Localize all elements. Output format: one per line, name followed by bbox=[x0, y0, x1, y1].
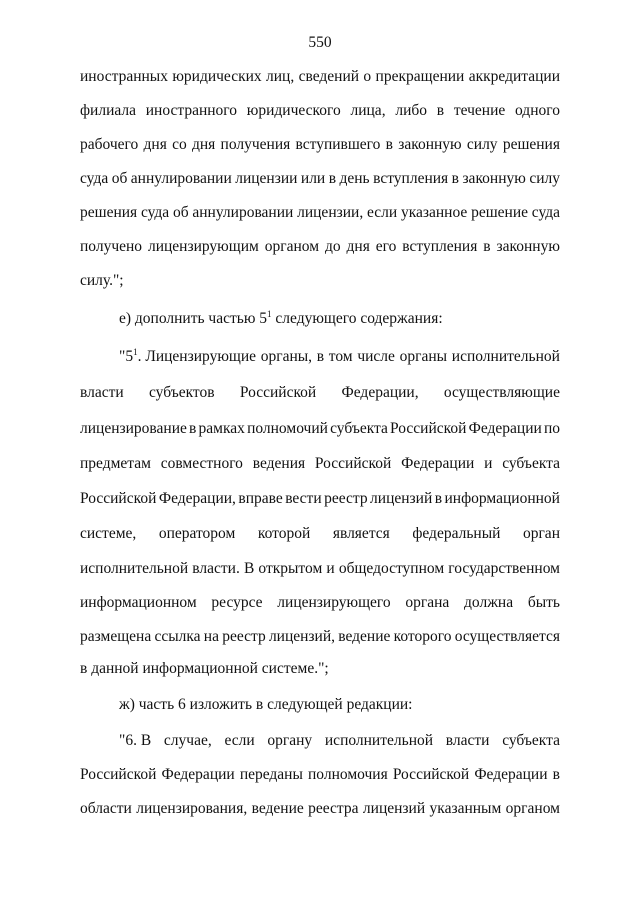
text-line bbox=[80, 384, 560, 402]
word: в bbox=[189, 420, 197, 437]
text-line bbox=[80, 455, 560, 473]
word: законную bbox=[462, 170, 526, 187]
text-line bbox=[80, 525, 560, 543]
word: информационном bbox=[80, 594, 197, 611]
word: органом bbox=[264, 238, 320, 255]
word: дня bbox=[143, 136, 167, 153]
text-line bbox=[80, 560, 560, 578]
word: информационной bbox=[444, 490, 560, 507]
word: ведение bbox=[251, 800, 304, 817]
text-line bbox=[80, 170, 560, 188]
word: случае, bbox=[163, 732, 212, 749]
word: сведений bbox=[298, 68, 360, 85]
word: суда bbox=[140, 204, 170, 221]
word: одного bbox=[515, 102, 560, 119]
word: иностранных bbox=[80, 68, 168, 85]
word: если bbox=[224, 732, 255, 749]
word: власти bbox=[445, 732, 490, 749]
word: об bbox=[111, 170, 128, 187]
word: решения bbox=[502, 136, 560, 153]
word: орган bbox=[522, 525, 560, 542]
word: реестра bbox=[308, 800, 359, 817]
text-line bbox=[80, 68, 560, 86]
word: в bbox=[328, 170, 337, 187]
word: Российской bbox=[239, 384, 317, 401]
word: В bbox=[243, 560, 255, 577]
word: иностранного bbox=[145, 102, 238, 119]
word: со bbox=[172, 136, 187, 153]
superscript: 1 bbox=[267, 309, 272, 319]
word: Российской bbox=[80, 490, 157, 507]
word: открытом bbox=[258, 560, 323, 577]
word: субъекта bbox=[502, 455, 560, 472]
word: филиала bbox=[80, 102, 136, 119]
word: силу bbox=[529, 170, 560, 187]
word: осуществляется bbox=[454, 628, 560, 645]
word: лицензии bbox=[235, 170, 298, 187]
word: Российской bbox=[80, 766, 157, 783]
word: силу bbox=[466, 136, 498, 153]
word: лицензии, bbox=[297, 204, 364, 221]
word: совместного bbox=[160, 455, 243, 472]
word: является bbox=[332, 525, 390, 542]
text-line bbox=[80, 420, 560, 438]
word: юридического bbox=[246, 102, 341, 119]
word: получено bbox=[80, 238, 143, 255]
word: осуществляющие bbox=[443, 384, 560, 401]
word: власти. bbox=[192, 560, 240, 577]
text-fragment: "$5^1$. Лицензирующие bbox=[119, 347, 257, 365]
text-line bbox=[80, 594, 560, 612]
word: решение bbox=[471, 204, 528, 221]
word: лица, bbox=[350, 102, 386, 119]
word: "6. В bbox=[119, 732, 152, 749]
word: которого bbox=[393, 628, 452, 645]
text-line bbox=[80, 204, 560, 222]
text-line bbox=[119, 732, 560, 750]
word: должна bbox=[464, 594, 514, 611]
word: федеральный bbox=[412, 525, 501, 542]
word: лицензий, bbox=[268, 628, 336, 645]
word: в bbox=[436, 102, 445, 119]
word: суда bbox=[531, 204, 560, 221]
word: исполнительной bbox=[80, 560, 189, 577]
text-fragment: е) дополнить частью 5 bbox=[119, 310, 268, 327]
text-line bbox=[80, 490, 560, 508]
word: Российской bbox=[390, 420, 467, 437]
text-line bbox=[80, 102, 560, 120]
word: власти bbox=[80, 384, 124, 401]
word: Федерации, bbox=[158, 490, 236, 507]
word: вступления bbox=[373, 170, 449, 187]
word: его bbox=[375, 238, 397, 255]
word: вести bbox=[285, 490, 322, 507]
word: ведения bbox=[252, 455, 306, 472]
word: в bbox=[552, 766, 560, 783]
word: государственном bbox=[448, 560, 560, 577]
word: Федерации bbox=[474, 766, 548, 783]
word: законную bbox=[496, 238, 560, 255]
word: размещена bbox=[80, 628, 152, 645]
word: исполнительной bbox=[324, 732, 434, 749]
word: предметам bbox=[80, 455, 151, 472]
word: Российской bbox=[392, 766, 470, 783]
text-line: в данной информационной системе."; bbox=[80, 660, 329, 677]
text-line bbox=[80, 766, 560, 784]
word: о bbox=[363, 68, 372, 85]
page-number: 550 bbox=[308, 34, 332, 51]
word: области bbox=[80, 800, 132, 817]
word: органа bbox=[405, 594, 450, 611]
text-line bbox=[80, 628, 560, 646]
word: лицензирующего bbox=[277, 594, 391, 611]
word: лицензирование bbox=[80, 420, 187, 437]
word: которой bbox=[257, 525, 311, 542]
text-line bbox=[80, 136, 560, 154]
word: общедоступном bbox=[338, 560, 445, 577]
word: субъекта bbox=[502, 732, 560, 749]
word: реестр bbox=[222, 628, 266, 645]
word: аккредитации bbox=[468, 68, 560, 85]
word: системе, bbox=[80, 525, 137, 542]
word: ссылка bbox=[154, 628, 201, 645]
word: органу bbox=[267, 732, 313, 749]
word: ведение bbox=[338, 628, 391, 645]
word: оператором bbox=[158, 525, 236, 542]
word: указанным bbox=[429, 800, 502, 817]
word: в bbox=[483, 238, 491, 255]
word: быть bbox=[527, 594, 560, 611]
word: об bbox=[172, 204, 189, 221]
word: в bbox=[434, 490, 443, 507]
word: день bbox=[339, 170, 370, 187]
word: переданы bbox=[239, 766, 303, 783]
word: и bbox=[326, 560, 335, 577]
word: прекращении bbox=[375, 68, 465, 85]
superscript: 1 bbox=[133, 347, 138, 357]
word: субъекта bbox=[330, 420, 388, 437]
word: лицензий bbox=[370, 490, 433, 507]
text-fragment: следующего содержания: bbox=[271, 310, 443, 327]
word: рабочего bbox=[80, 136, 139, 153]
word: в bbox=[451, 170, 459, 187]
word: лицензирования, bbox=[136, 800, 248, 817]
word: лиц, bbox=[266, 68, 295, 85]
text-line bbox=[80, 800, 560, 818]
word: течение bbox=[453, 102, 506, 119]
text-line: "$5^1$. Лицензирующие органы, в том числе органы исполнительной bbox=[119, 347, 560, 365]
word: если bbox=[366, 204, 398, 221]
word: вступления bbox=[402, 238, 478, 255]
word: до bbox=[324, 238, 341, 255]
word: вступившего bbox=[295, 136, 381, 153]
word: и bbox=[484, 455, 493, 472]
word: Российской bbox=[314, 455, 392, 472]
word: суда bbox=[80, 170, 109, 187]
word: решения bbox=[80, 204, 138, 221]
word: органом bbox=[505, 800, 560, 817]
word: по bbox=[543, 420, 560, 437]
word: либо bbox=[395, 102, 427, 119]
word: рамках bbox=[198, 420, 245, 437]
word: вправе bbox=[238, 490, 283, 507]
word: Федерации bbox=[161, 766, 235, 783]
word: дня bbox=[191, 136, 216, 153]
word: на bbox=[203, 628, 219, 645]
word: Федерации bbox=[468, 420, 542, 437]
word: юридических bbox=[172, 68, 262, 85]
word: аннулировании bbox=[130, 170, 232, 187]
word: аннулировании bbox=[192, 204, 294, 221]
text-line: силу."; bbox=[80, 272, 124, 289]
amendment-item-zh: ж) часть 6 изложить в следующей редакции: bbox=[119, 696, 413, 713]
text-line bbox=[80, 238, 560, 256]
word: лицензий bbox=[362, 800, 426, 817]
word: лицензирующим bbox=[147, 238, 259, 255]
word: или bbox=[300, 170, 326, 187]
amendment-item-e bbox=[119, 310, 599, 328]
word: указанное bbox=[400, 204, 468, 221]
word: законную bbox=[398, 136, 462, 153]
word: Федерации bbox=[401, 455, 475, 472]
word: ресурсе bbox=[211, 594, 263, 611]
word: дня bbox=[346, 238, 370, 255]
word: полномочий bbox=[247, 420, 328, 437]
word: получения bbox=[220, 136, 291, 153]
word: Федерации, bbox=[341, 384, 419, 401]
word: реестр bbox=[324, 490, 368, 507]
word: субъектов bbox=[148, 384, 215, 401]
word: в bbox=[385, 136, 393, 153]
word: полномочия bbox=[308, 766, 388, 783]
